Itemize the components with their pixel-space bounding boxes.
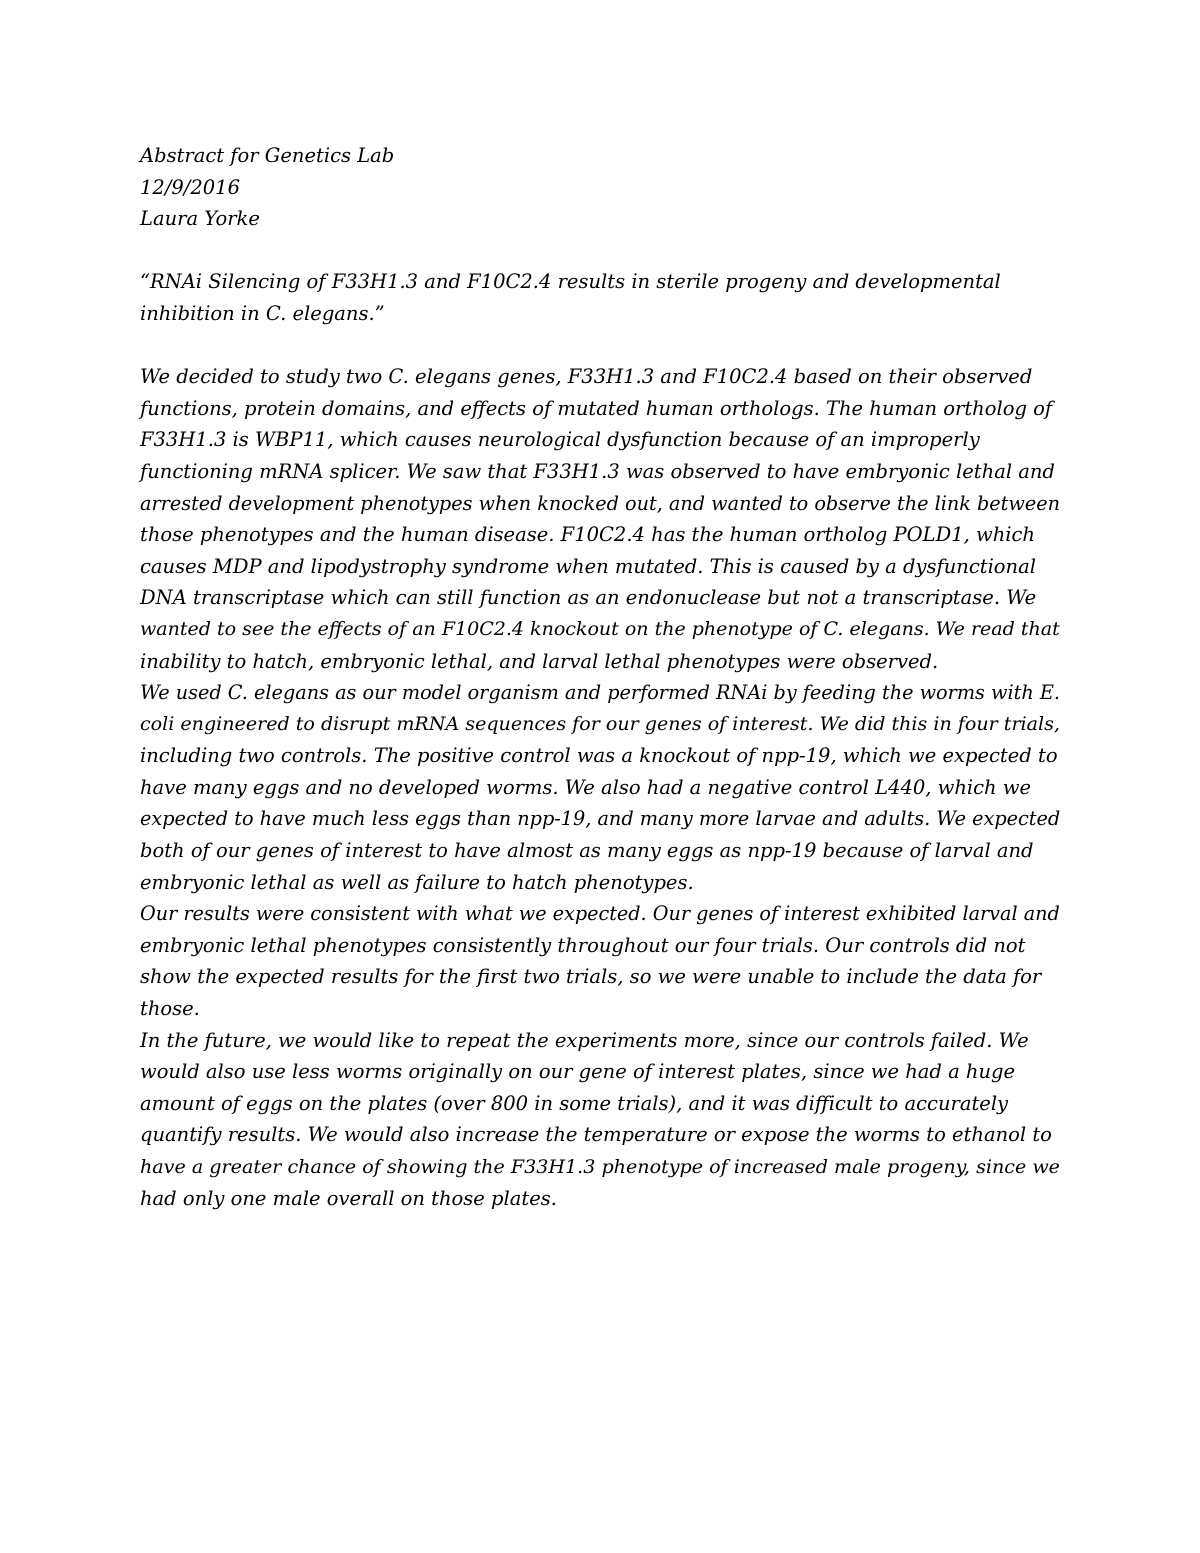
- body-line: embryonic lethal as well as failure to hatch phenotypes.: [140, 870, 694, 894]
- blank-line: [140, 330, 1070, 362]
- body-line: including two controls. The positive control was a knockout of npp-19, which we expected to: [140, 744, 1058, 768]
- body-line: coli engineered to disrupt mRNA sequences for our genes of interest. We did this in four trials,: [140, 712, 1060, 735]
- body-line: amount of eggs on the plates (over 800 in some trials), and it was difficult to accurately: [140, 1091, 1009, 1115]
- blank-line: [140, 235, 1070, 267]
- body-line: embryonic lethal phenotypes consistently throughout our four trials. Our controls did not: [140, 933, 1026, 957]
- document-title: Abstract for Genetics Lab: [140, 144, 395, 167]
- body-line: DNA transcriptase which can still function as an endonuclease but not a transcriptase. We: [140, 586, 1037, 610]
- body-line: inability to hatch, embryonic lethal, and larval lethal phenotypes were observed.: [140, 649, 939, 673]
- body-line: Our results were consistent with what we expected. Our genes of interest exhibited larval and: [140, 902, 1060, 926]
- body-line: those.: [140, 997, 200, 1021]
- body-line: both of our genes of interest to have almost as many eggs as npp-19 because of larval and: [140, 839, 1034, 863]
- body-line: those phenotypes and the human disease. F10C2.4 has the human ortholog POLD1, which: [140, 523, 1035, 547]
- abstract-body: [140, 361, 1070, 1214]
- body-line: have many eggs and no developed worms. We also had a negative control L440, which we: [140, 775, 1032, 799]
- body-line: show the expected results for the first two trials, so we were unable to include the data for: [140, 965, 1042, 989]
- document-content: [140, 140, 1070, 1214]
- body-line: functioning mRNA splicer. We saw that F33H1.3 was observed to have embryonic lethal and: [140, 459, 1055, 483]
- body-line: F33H1.3 is WBP11, which causes neurological dysfunction because of an improperly: [140, 428, 980, 452]
- body-line: causes MDP and lipodystrophy syndrome when mutated. This is caused by a dysfunctional: [140, 554, 1036, 578]
- body-line: functions, protein domains, and effects of mutated human orthologs. The human ortholog of: [140, 396, 1053, 420]
- header-block: [140, 140, 1070, 235]
- body-line: wanted to see the effects of an F10C2.4 knockout on the phenotype of C. elegans. We read that: [140, 617, 1060, 640]
- body-line: arrested development phenotypes when knocked out, and wanted to observe the link between: [140, 491, 1060, 515]
- paper-title-line: “RNAi Silencing of F33H1.3 and F10C2.4 results in sterile progeny and developmental: [140, 270, 1001, 294]
- body-line: quantify results. We would also increase the temperature or expose the worms to ethanol to: [140, 1123, 1052, 1147]
- paper-title-line: inhibition in C. elegans.”: [140, 301, 385, 325]
- body-line: would also use less worms originally on our gene of interest plates, since we had a huge: [140, 1060, 1016, 1084]
- body-line: We decided to study two C. elegans genes, F33H1.3 and F10C2.4 based on their observed: [140, 365, 1033, 389]
- body-line: We used C. elegans as our model organism and performed RNAi by feeding the worms with E.: [140, 681, 1061, 705]
- document-date: 12/9/2016: [140, 175, 240, 199]
- body-line: have a greater chance of showing the F33H1.3 phenotype of increased male progeny, since we: [140, 1155, 1060, 1178]
- document-author: Laura Yorke: [140, 207, 260, 231]
- body-line: had only one male overall on those plates.: [140, 1186, 557, 1210]
- paper-title: [140, 266, 1070, 329]
- body-line: In the future, we would like to repeat the experiments more, since our controls failed. We: [140, 1028, 1029, 1052]
- body-line: expected to have much less eggs than npp-19, and many more larvae and adults. We expected: [140, 807, 1061, 831]
